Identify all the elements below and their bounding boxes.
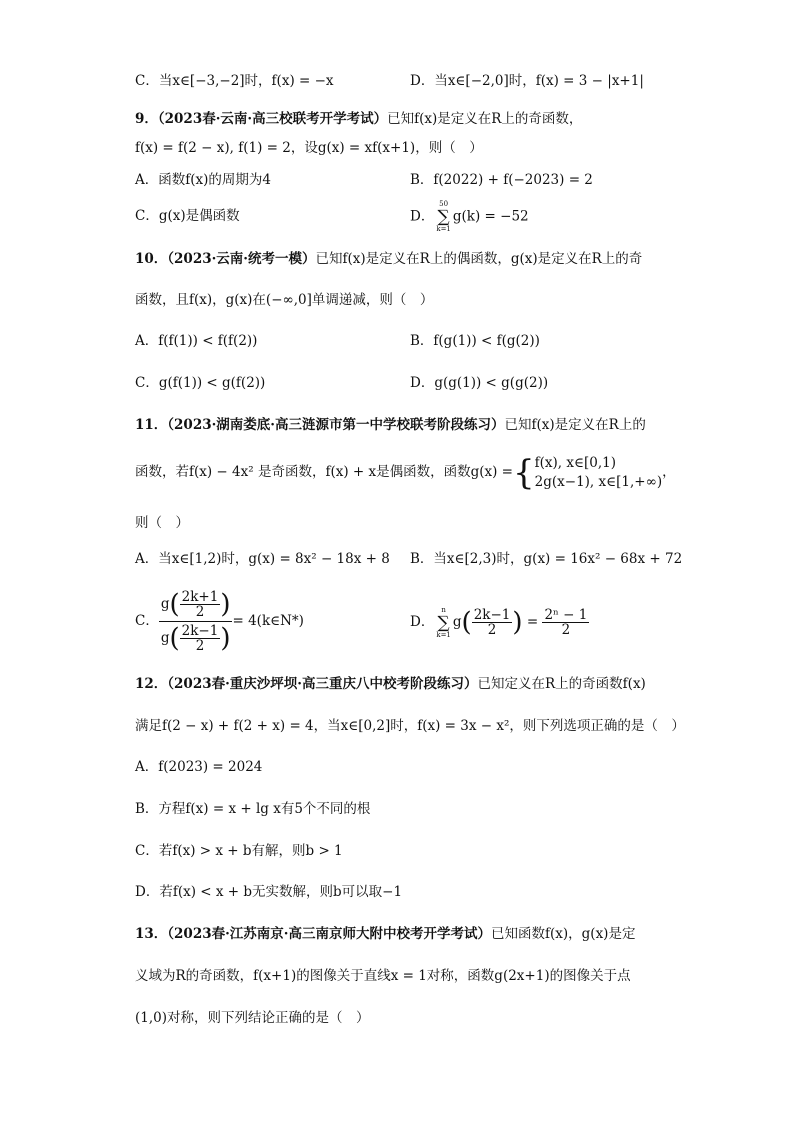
q12-stem-line-1	[135, 674, 646, 694]
q10-stem-line-1	[135, 249, 642, 269]
q11-d-rhs-den: 2	[561, 622, 571, 638]
q12-option-c: C．若f(x) > x + b有解，则b > 1	[135, 843, 343, 859]
q8-option-d: D．当x∈[−2,0]时，f(x) = 3 − |x+1|	[410, 73, 644, 89]
q9-stem-2: f(x) = f(2 − x), f(1) = 2，设g(x) = xf(x+1)，则（ ）	[135, 140, 483, 156]
q11-sum-bottom: k=1	[436, 630, 451, 639]
q8-option-c: C．当x∈[−3,−2]时，f(x) = −x	[135, 73, 334, 89]
q11-option-b: B．当x∈[2,3)时，g(x) = 16x² − 68x + 72	[410, 551, 683, 567]
q9-option-d-prefix: D．	[410, 208, 435, 225]
q11-option-c-tail: = 4(k∈N*)	[232, 613, 304, 629]
q11-sum-top: n	[441, 605, 446, 614]
q9-stem-1: 已知f(x)是定义在R上的奇函数，	[387, 111, 583, 127]
q10-option-b: B．f(g(1)) < f(g(2))	[410, 333, 540, 349]
q9-option-d-expr: g(k) = −52	[452, 208, 529, 225]
q9-sum-bottom: k=1	[436, 225, 451, 233]
q9-header: 9．（2023春·云南·高三校联考开学考试）	[135, 111, 388, 127]
q11-c-den-inner: 2	[195, 604, 205, 620]
q10-stem-2: 函数，且f(x)，g(x)在(−∞,0]单调递减，则（ ）	[135, 292, 434, 308]
q9-option-d	[410, 200, 529, 234]
q9-option-b: B．f(2022) + f(−2023) = 2	[410, 172, 593, 188]
q11-option-a: A．当x∈[1,2)时，g(x) = 8x² − 18x + 8	[135, 551, 390, 567]
q11-stem-3: 则（ ）	[135, 515, 189, 531]
q11-c-den2-inner: 2	[195, 638, 205, 654]
q11-option-c	[135, 586, 304, 656]
q12-stem-2: 满足f(2 − x) + f(2 + x) = 4，当x∈[0,2]时，f(x) = 3x − x²，则下列选项正确的是（ ）	[135, 718, 685, 734]
q13-stem-1: 已知函数f(x)，g(x)是定	[491, 926, 636, 942]
q11-piece-2: 2g(x−1), x∈[1,+∞)	[534, 474, 663, 490]
q9-sum-symbol: 50 ∑ k=1	[436, 200, 451, 233]
q11-stem-line-2	[135, 452, 676, 493]
q11-d-num: 2k−1	[473, 607, 511, 623]
q11-stem-1: 已知f(x)是定义在R上的	[504, 417, 646, 433]
q9-option-a: A．函数f(x)的周期为4	[135, 172, 271, 188]
q10-header: 10．（2023·云南·统考一模）	[135, 251, 316, 267]
q11-piece-1: f(x), x∈[0,1)	[534, 455, 616, 471]
q11-option-c-prefix: C．	[135, 613, 159, 629]
q11-header: 11．（2023·湖南娄底·高三涟源市第一中学校联考阶段练习）	[135, 417, 505, 433]
q13-header: 13．（2023春·江苏南京·高三南京师大附中校考开学考试）	[135, 926, 492, 942]
q11-option-d: D． n ∑ k=1 g( $\frac{2k-1}{2}$ ) = $\frac{\text{2ⁿ − 1}}{2}$	[410, 605, 588, 639]
q11-stem-line-1	[135, 415, 646, 435]
q11-option-d-prefix: D．	[410, 614, 435, 630]
q12-stem-1: 已知定义在R上的奇函数f(x)	[477, 676, 646, 692]
q12-header: 12．（2023春·重庆沙坪坝·高三重庆八中校考阶段练习）	[135, 676, 478, 692]
q12-option-d: D．若f(x) < x + b无实数解，则b可以取−1	[135, 884, 403, 900]
q10-option-c: C．g(f(1)) < g(f(2))	[135, 375, 266, 391]
q11-option-c-ratio: g( $\frac{2k+1}{2}$ ) g( $\frac{2k-1}{2}$ )	[160, 589, 231, 654]
q10-option-a: A．f(f(1)) < f(f(2))	[135, 333, 258, 349]
q11-c-num-inner: 2k+1	[181, 589, 219, 605]
q9-option-c: C．g(x)是偶函数	[135, 208, 240, 224]
q9-sum-top: 50	[439, 200, 449, 208]
q13-stem-line-1	[135, 924, 635, 944]
q11-piecewise: { f(x), x∈[0,1) 2g(x−1), x∈[1,+∞)	[513, 453, 663, 493]
q11-stem-2-end: ，	[662, 464, 676, 480]
q12-option-b: B．方程f(x) = x + lg x有5个不同的根	[135, 801, 371, 817]
q11-d-den: 2	[487, 622, 497, 638]
q13-stem-3: (1,0)对称，则下列结论正确的是（ ）	[135, 1010, 370, 1026]
q9-stem-line-1	[135, 109, 582, 129]
q10-stem-1: 已知f(x)是定义在R上的偶函数，g(x)是定义在R上的奇	[315, 251, 643, 267]
q11-stem-2a: 函数，若f(x) − 4x² 是奇函数，f(x) + x是偶函数，函数g(x) =	[135, 464, 513, 480]
q11-d-rhs-num: 2ⁿ − 1	[544, 607, 588, 623]
q11-sum-symbol: n ∑ k=1	[436, 605, 451, 639]
q12-option-a: A．f(2023) = 2024	[135, 759, 263, 775]
q10-option-d: D．g(g(1)) < g(g(2))	[410, 375, 549, 391]
q11-c-num2-inner: 2k−1	[181, 623, 219, 639]
q13-stem-2: 义域为R的奇函数，f(x+1)的图像关于直线x = 1对称，函数g(2x+1)的图像关于点	[135, 968, 631, 984]
